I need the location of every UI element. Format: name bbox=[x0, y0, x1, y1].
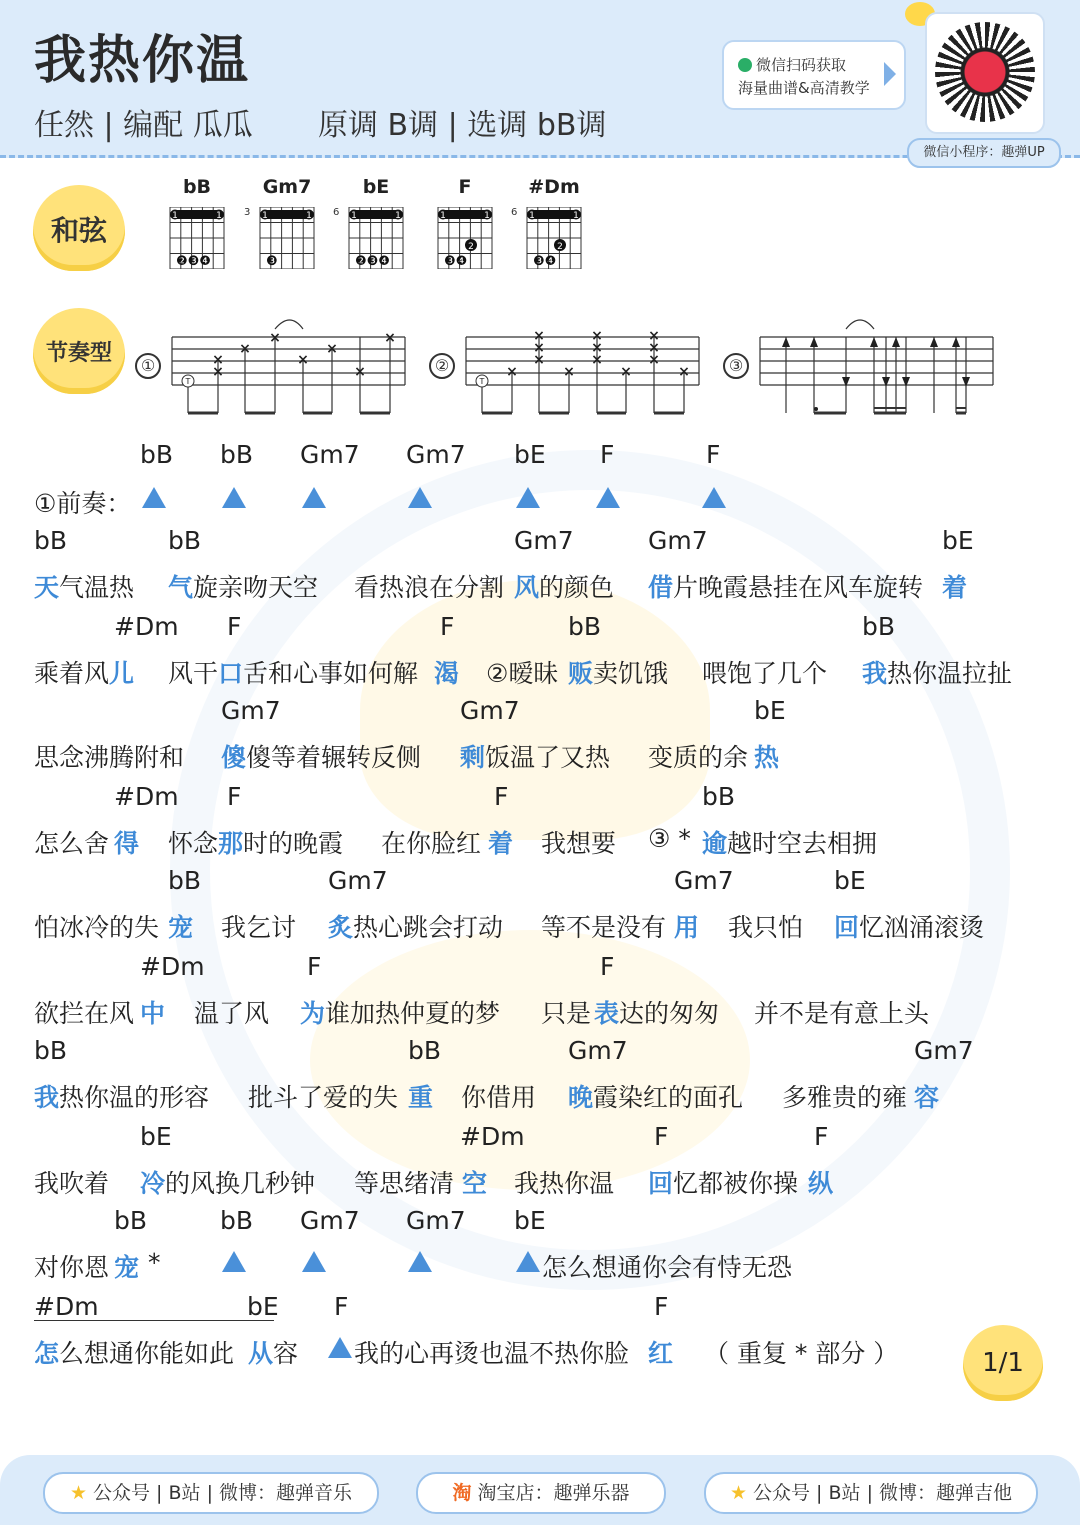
key-info: 原调 B调 | 选调 bB调 bbox=[318, 108, 607, 143]
svg-text:×: × bbox=[620, 364, 632, 380]
lyric-text: （ 重复 * 部分 ） bbox=[704, 1339, 899, 1368]
lyric-text: 思念沸腾附和 bbox=[34, 743, 185, 772]
chord-label: Gm7 bbox=[460, 696, 520, 725]
lyric-highlight: 纵 bbox=[808, 1169, 834, 1198]
chord-label: #Dm bbox=[34, 1292, 99, 1321]
strum-marker-icon bbox=[142, 484, 166, 513]
rhythm-staff-1 bbox=[172, 320, 405, 413]
lyric-highlight: 我 bbox=[862, 659, 888, 688]
svg-text:×: × bbox=[269, 330, 281, 346]
chord-label: bB bbox=[34, 526, 68, 555]
qr-label: 微信小程序：趣弹UP bbox=[907, 138, 1061, 168]
svg-text:×: × bbox=[648, 340, 660, 356]
chord-label: bB bbox=[114, 1206, 148, 1235]
footer-link-guitar[interactable]: ★ 公众号 | B站 | 微博：趣弹吉他 bbox=[704, 1472, 1038, 1514]
lyric-highlight: 冷 bbox=[140, 1169, 166, 1198]
lyric-text: 我只怕 bbox=[728, 913, 804, 942]
lyric-highlight: 从 bbox=[248, 1339, 274, 1368]
svg-text:×: × bbox=[354, 364, 366, 380]
svg-text:×: × bbox=[648, 328, 660, 344]
lyric-text: 看热浪在分割 bbox=[354, 573, 505, 602]
svg-text:×: × bbox=[563, 364, 575, 380]
chord-name: #Dm bbox=[528, 176, 580, 198]
lyric-text: 等思绪清 bbox=[354, 1169, 455, 1198]
svg-text:×: × bbox=[326, 341, 338, 357]
lyric-text: 批斗了爱的失 bbox=[248, 1083, 399, 1112]
lyric-text: 的风换几秒钟 bbox=[165, 1169, 316, 1198]
chord-diagram-2 bbox=[333, 176, 411, 276]
lyric-text: 风干 bbox=[168, 659, 219, 688]
chord-label: bB bbox=[408, 1036, 442, 1065]
svg-text:1: 1 bbox=[306, 211, 312, 221]
lyric-highlight: 炙 bbox=[328, 913, 354, 942]
lyric-text: 谁加热仲夏的梦 bbox=[325, 999, 501, 1028]
strum-marker-icon bbox=[516, 1248, 540, 1277]
lyric-highlight: 表 bbox=[594, 999, 620, 1028]
chord-label: F bbox=[440, 612, 455, 641]
footer-link-taobao[interactable]: 淘 淘宝店：趣弹乐器 bbox=[416, 1472, 666, 1514]
lyric-text: 怕冰冷的失 bbox=[34, 913, 160, 942]
lyric-highlight: 逾 bbox=[702, 829, 728, 858]
lyric-text: 热你温的形容 bbox=[59, 1083, 210, 1112]
lyric-text: 越时空去相拥 bbox=[727, 829, 878, 858]
chord-name: bB bbox=[182, 176, 212, 198]
chord-label: #Dm bbox=[114, 782, 179, 811]
strum-marker-icon bbox=[596, 484, 620, 513]
lyric-text: 对你恩 bbox=[34, 1253, 110, 1282]
strum-marker-icon bbox=[222, 1248, 246, 1277]
lyric-text: 傻等着辗转反侧 bbox=[246, 743, 422, 772]
song-title: 我热你温 bbox=[34, 31, 251, 91]
lyric-text: 舌和心事如何解 bbox=[243, 659, 419, 688]
svg-text:2: 2 bbox=[468, 242, 474, 252]
svg-text:1: 1 bbox=[262, 211, 268, 221]
lyric-highlight: 红 bbox=[648, 1339, 674, 1368]
chord-label: bE bbox=[514, 1206, 546, 1235]
lyric-text: 热心跳会打动 bbox=[353, 913, 504, 942]
lyric-text: 温了风 bbox=[194, 999, 270, 1028]
chord-label: Gm7 bbox=[406, 1206, 466, 1235]
lyric-text: 忆汹涌滚烫 bbox=[859, 913, 985, 942]
lyric-text: 在你脸红 bbox=[381, 829, 482, 858]
chord-label: F bbox=[227, 782, 242, 811]
rhythm-badge: 节奏型 bbox=[33, 308, 125, 394]
lyric-text: 气温热 bbox=[59, 573, 135, 602]
chord-name: Gm7 bbox=[262, 176, 312, 198]
lyric-text: 达的匆匆 bbox=[619, 999, 720, 1028]
svg-text:2: 2 bbox=[557, 242, 563, 252]
chord-name: bE bbox=[362, 176, 390, 198]
fret-label: 6 bbox=[333, 207, 340, 218]
chord-diagram-1 bbox=[244, 176, 322, 276]
svg-text:T: T bbox=[185, 377, 191, 386]
svg-text:1: 1 bbox=[440, 211, 446, 221]
lyric-highlight: 着 bbox=[488, 829, 514, 858]
svg-text:×: × bbox=[212, 352, 224, 368]
lyric-text: 容 bbox=[273, 1339, 299, 1368]
lyric-text: 变质的余 bbox=[648, 743, 749, 772]
lyric-highlight: 贩 bbox=[568, 659, 594, 688]
chord-label: F bbox=[814, 1122, 829, 1151]
chord-label: F bbox=[307, 952, 322, 981]
chord-label: Gm7 bbox=[300, 1206, 360, 1235]
chord-label: Gm7 bbox=[648, 526, 708, 555]
lyric-text: 我热你温 bbox=[514, 1169, 615, 1198]
strum-marker-icon bbox=[516, 484, 540, 513]
lyric-text: 卖饥饿 bbox=[593, 659, 669, 688]
chord-label: bB bbox=[34, 1036, 68, 1065]
lyric-text: 时的晚霞 bbox=[243, 829, 344, 858]
chord-label: bE bbox=[754, 696, 786, 725]
lyric-highlight: 剩 bbox=[460, 743, 486, 772]
lyric-highlight: 回 bbox=[648, 1169, 674, 1198]
svg-text:1: 1 bbox=[395, 211, 401, 221]
watermark-guitar bbox=[310, 930, 750, 1190]
rhythm-number-3: ③ bbox=[723, 353, 749, 379]
svg-text:1: 1 bbox=[573, 211, 579, 221]
chord-label: bE bbox=[140, 1122, 172, 1151]
lyric-text: 怀念 bbox=[168, 829, 219, 858]
lyric-text: 等不是没有 bbox=[541, 913, 667, 942]
lyric-highlight: 傻 bbox=[221, 743, 247, 772]
chord-fingering: ❸❹ bbox=[444, 254, 468, 269]
chord-label: F bbox=[654, 1292, 669, 1321]
svg-text:×: × bbox=[533, 340, 545, 356]
lyric-highlight: 怎 bbox=[34, 1339, 60, 1368]
rhythm-number-1: ① bbox=[135, 353, 161, 379]
lyric-highlight: 我 bbox=[34, 1083, 60, 1112]
lyric-text: 乘着风 bbox=[34, 659, 110, 688]
lyric-highlight: 借 bbox=[648, 573, 674, 602]
svg-text:×: × bbox=[212, 364, 224, 380]
watermark-shape bbox=[360, 580, 710, 840]
svg-text:×: × bbox=[533, 352, 545, 368]
svg-text:×: × bbox=[591, 328, 603, 344]
chord-label: F bbox=[227, 612, 242, 641]
lyric-highlight: 空 bbox=[462, 1169, 488, 1198]
chevron-right-icon bbox=[884, 62, 896, 86]
lyric-text: 饭温了又热 bbox=[485, 743, 611, 772]
chord-label: bB bbox=[220, 440, 254, 469]
chords-badge: 和弦 bbox=[33, 185, 125, 271]
lyric-text: 我乞讨 bbox=[221, 913, 297, 942]
lyric-highlight: 风 bbox=[514, 573, 540, 602]
lyric-text: ②暧昧 bbox=[486, 659, 559, 688]
strum-marker-icon bbox=[302, 484, 326, 513]
lyric-text: * bbox=[148, 1248, 161, 1277]
lyric-highlight: 那 bbox=[218, 829, 244, 858]
chord-label: bB bbox=[862, 612, 896, 641]
lyric-text: ③ * bbox=[648, 824, 691, 853]
svg-text:×: × bbox=[678, 364, 690, 380]
chord-diagram-0 bbox=[162, 176, 232, 276]
chord-label: bB bbox=[140, 440, 174, 469]
strum-marker-icon bbox=[328, 1334, 352, 1363]
lyric-text: 旋亲吻天空 bbox=[193, 573, 319, 602]
lyric-text: 多雅贵的雍 bbox=[782, 1083, 908, 1112]
strum-marker-icon bbox=[302, 1248, 326, 1277]
chord-label: F bbox=[600, 440, 615, 469]
chord-label: bB bbox=[168, 866, 202, 895]
chord-fingering: ❷❸❹ bbox=[176, 254, 211, 269]
svg-text:×: × bbox=[591, 340, 603, 356]
chord-label: bE bbox=[514, 440, 546, 469]
chord-label: Gm7 bbox=[568, 1036, 628, 1065]
footer-link-music[interactable]: ★ 公众号 | B站 | 微博：趣弹音乐 bbox=[43, 1472, 379, 1514]
chord-fingering: ❷❸❹ bbox=[355, 254, 390, 269]
lyric-highlight: 宠 bbox=[168, 913, 194, 942]
lyric-highlight: 晚 bbox=[568, 1083, 594, 1112]
lyric-text: 欲拦在风 bbox=[34, 999, 135, 1028]
wechat-icon bbox=[738, 58, 752, 72]
chord-label: F bbox=[706, 440, 721, 469]
chord-label: Gm7 bbox=[221, 696, 281, 725]
lyric-text: 么想通你能如此 bbox=[59, 1339, 235, 1368]
svg-text:×: × bbox=[506, 364, 518, 380]
chord-label: bB bbox=[568, 612, 602, 641]
svg-text:1: 1 bbox=[172, 211, 178, 221]
chord-label: bE bbox=[942, 526, 974, 555]
lyric-highlight: 中 bbox=[140, 999, 166, 1028]
promo-line1: 微信扫码获取 bbox=[756, 56, 847, 74]
chord-fingering: ❸❹ bbox=[533, 254, 557, 269]
chord-label: Gm7 bbox=[300, 440, 360, 469]
svg-text:×: × bbox=[533, 328, 545, 344]
chord-label: F bbox=[494, 782, 509, 811]
artist-arranger: 任然 | 编配 瓜瓜 bbox=[34, 108, 253, 143]
lyric-highlight: 宠 bbox=[114, 1253, 140, 1282]
chord-label: Gm7 bbox=[514, 526, 574, 555]
star-icon: ★ bbox=[729, 1482, 748, 1504]
lyric-text: ①前奏： bbox=[34, 489, 132, 518]
chord-underline bbox=[34, 1320, 274, 1321]
strum-marker-icon bbox=[702, 484, 726, 513]
lyric-highlight: 儿 bbox=[109, 659, 135, 688]
strum-marker-icon bbox=[408, 484, 432, 513]
lyric-text: 热你温拉扯 bbox=[887, 659, 1013, 688]
lyric-text: 我想要 bbox=[541, 829, 617, 858]
wechat-promo[interactable] bbox=[722, 40, 906, 110]
chord-label: Gm7 bbox=[674, 866, 734, 895]
svg-text:×: × bbox=[239, 341, 251, 357]
chord-label: Gm7 bbox=[406, 440, 466, 469]
chord-label: bB bbox=[702, 782, 736, 811]
chord-label: F bbox=[334, 1292, 349, 1321]
lyric-text: 你借用 bbox=[461, 1083, 537, 1112]
lyric-highlight: 渴 bbox=[434, 659, 460, 688]
svg-text:T: T bbox=[479, 377, 485, 386]
rhythm-number-2: ② bbox=[429, 353, 455, 379]
lyric-text: 我吹着 bbox=[34, 1169, 110, 1198]
chord-label: #Dm bbox=[140, 952, 205, 981]
chord-label: Gm7 bbox=[328, 866, 388, 895]
taobao-icon: 淘 bbox=[452, 1482, 472, 1504]
svg-text:1: 1 bbox=[484, 211, 490, 221]
svg-text:×: × bbox=[297, 352, 309, 368]
svg-text:1: 1 bbox=[216, 211, 222, 221]
page-number: 1/1 bbox=[963, 1325, 1043, 1401]
chord-fingering: ❸ bbox=[266, 254, 278, 269]
lyric-highlight: 口 bbox=[218, 659, 244, 688]
chord-label: bE bbox=[834, 866, 866, 895]
chord-label: bB bbox=[220, 1206, 254, 1235]
chord-label: #Dm bbox=[460, 1122, 525, 1151]
rhythm-staff-2 bbox=[466, 335, 699, 413]
lyric-text: 我的心再烫也温不热你脸 bbox=[354, 1339, 630, 1368]
star-icon: ★ bbox=[69, 1482, 88, 1504]
lyric-text: 并不是有意上头 bbox=[754, 999, 930, 1028]
strum-marker-icon bbox=[222, 484, 246, 513]
chord-diagram-4 bbox=[511, 176, 589, 276]
fret-label: 3 bbox=[244, 207, 251, 218]
lyric-text: 怎么想通你会有恃无恐 bbox=[542, 1253, 793, 1282]
chord-label: Gm7 bbox=[914, 1036, 974, 1065]
chord-label: #Dm bbox=[114, 612, 179, 641]
lyric-highlight: 用 bbox=[674, 913, 700, 942]
qr-code-image bbox=[935, 22, 1035, 122]
chord-label: bE bbox=[247, 1292, 279, 1321]
lyric-text: 片晚霞悬挂在风车旋转 bbox=[673, 573, 924, 602]
lyric-text: 忆都被你操 bbox=[673, 1169, 799, 1198]
chord-label: F bbox=[600, 952, 615, 981]
lyric-highlight: 为 bbox=[300, 999, 326, 1028]
lyric-highlight: 热 bbox=[754, 743, 780, 772]
svg-text:1: 1 bbox=[351, 211, 357, 221]
fret-label: 6 bbox=[511, 207, 518, 218]
lyric-highlight: 回 bbox=[834, 913, 860, 942]
qr-code[interactable] bbox=[925, 12, 1045, 134]
lyric-highlight: 气 bbox=[168, 573, 194, 602]
lyric-highlight: 着 bbox=[942, 573, 968, 602]
lyric-highlight: 得 bbox=[114, 829, 140, 858]
lyric-text: 怎么舍 bbox=[34, 829, 110, 858]
chord-label: F bbox=[654, 1122, 669, 1151]
lyric-highlight: 天 bbox=[34, 573, 60, 602]
lyric-text: 霞染红的面孔 bbox=[593, 1083, 744, 1112]
rhythm-staves bbox=[160, 315, 1010, 425]
lyric-highlight: 重 bbox=[408, 1083, 434, 1112]
svg-text:×: × bbox=[384, 330, 396, 346]
rhythm-staff-3 bbox=[760, 320, 993, 413]
lyric-text: 只是 bbox=[541, 999, 592, 1028]
chord-name: F bbox=[458, 176, 472, 198]
lyric-text: 的颜色 bbox=[539, 573, 615, 602]
strum-marker-icon bbox=[408, 1248, 432, 1277]
chord-diagram-3 bbox=[430, 176, 500, 276]
promo-line2: 海量曲谱&高清教学 bbox=[738, 79, 870, 97]
lyric-highlight: 容 bbox=[914, 1083, 940, 1112]
svg-text:×: × bbox=[648, 352, 660, 368]
svg-text:1: 1 bbox=[529, 211, 535, 221]
chord-label: bB bbox=[168, 526, 202, 555]
lyric-text: 喂饱了几个 bbox=[702, 659, 828, 688]
svg-text:×: × bbox=[591, 352, 603, 368]
